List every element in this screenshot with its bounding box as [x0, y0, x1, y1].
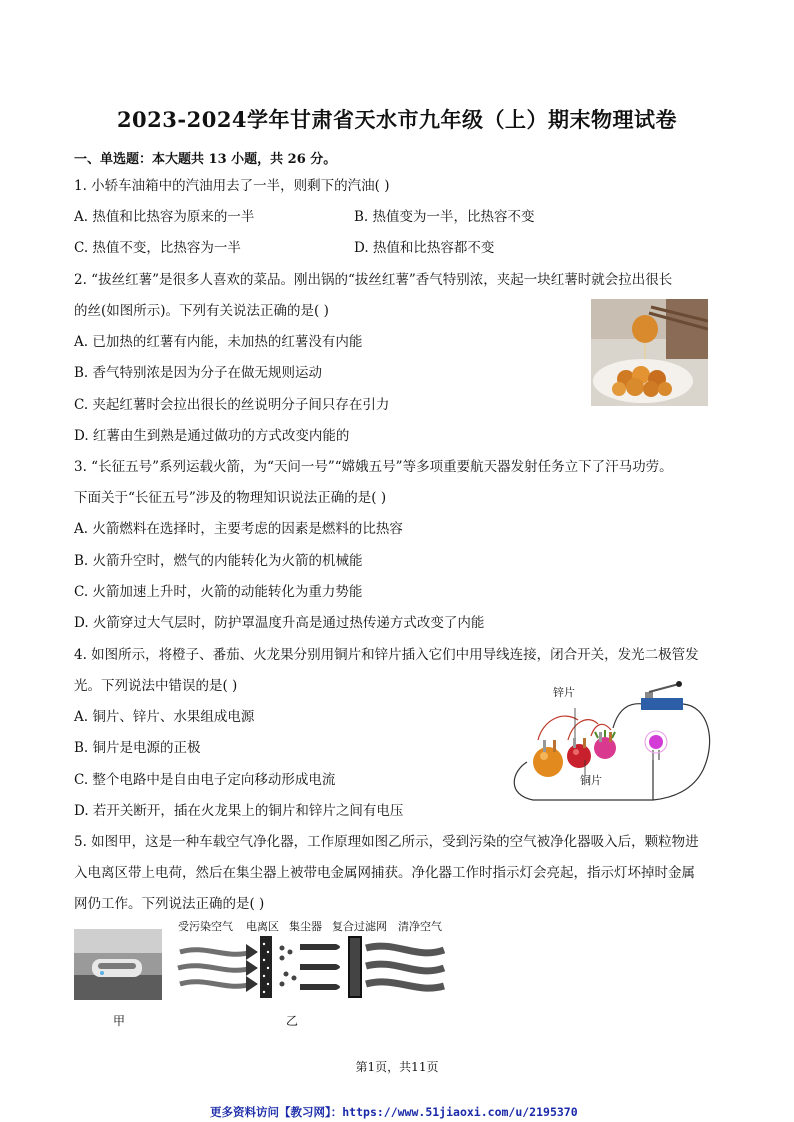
q1-stem: 1. 小轿车油箱中的汽油用去了一半，则剩下的汽油( )	[74, 178, 390, 194]
section-heading: 一、单选题：本大题共 13 小题，共 26 分。	[74, 152, 337, 167]
label-ionization-zone: 电离区	[246, 920, 279, 933]
q2-stem-line2: 的丝(如图所示)。下列有关说法正确的是( )	[74, 303, 329, 319]
q1-option-b: B. 热值变为一半，比热容不变	[354, 209, 535, 225]
q3-option-a: A. 火箭燃料在选择时，主要考虑的因素是燃料的比热容	[74, 521, 403, 537]
q1-option-d: D. 热值和比热容都不变	[354, 240, 495, 256]
label-clean-air: 清净空气	[398, 920, 442, 933]
q4-stem-line2: 光。下列说法中错误的是( )	[74, 678, 238, 694]
q4-option-d: D. 若开关断开，插在火龙果上的铜片和锌片之间有电压	[74, 803, 404, 819]
figure-caption-b: 乙	[286, 1014, 299, 1028]
q5-stem-line2: 入电离区带上电荷，然后在集尘器上被带电金属网捕获。净化器工作时指示灯会亮起，指示灯坏掉时金属	[74, 865, 695, 881]
zinc-plate-label: 锌片	[553, 686, 575, 699]
q2-option-c: C. 夹起红薯时会拉出很长的丝说明分子间只存在引力	[74, 397, 390, 413]
q2-option-a: A. 已加热的红薯有内能，未加热的红薯没有内能	[74, 334, 363, 350]
label-polluted-air: 受污染空气	[178, 920, 233, 933]
q3-option-c: C. 火箭加速上升时，火箭的动能转化为重力势能	[74, 584, 363, 600]
purifier-principle-diagram	[176, 930, 451, 1002]
q1-option-c: C. 热值不变，比热容为一半	[74, 240, 241, 256]
q3-stem-line2: 下面关于“长征五号”涉及的物理知识说法正确的是( )	[74, 490, 387, 506]
figure-caption-a: 甲	[113, 1014, 126, 1028]
car-air-purifier-photo	[74, 929, 162, 1000]
label-dust-collector: 集尘器	[289, 920, 322, 933]
q3-stem-line1: 3. “长征五号”系列运载火箭，为“天问一号”“嫦娥五号”等多项重要航天器发射任务立下了汗马功劳。	[74, 459, 673, 475]
q5-stem-line1: 5. 如图甲，这是一种车载空气净化器，工作原理如图乙所示，受到污染的空气被净化器吸入后，颗粒物进	[74, 834, 699, 850]
label-composite-filter: 复合过滤网	[332, 920, 387, 933]
copper-plate-label: 铜片	[580, 774, 602, 787]
q2-option-d: D. 红薯由生到熟是通过做功的方式改变内能的	[74, 428, 350, 444]
q4-stem-line1: 4. 如图所示，将橙子、番茄、火龙果分别用铜片和锌片插入它们中用导线连接，闭合开关，发光二极管发	[74, 647, 699, 663]
q4-option-a: A. 铜片、锌片、水果组成电源	[74, 709, 255, 725]
q2-stem-line1: 2. “拔丝红薯”是很多人喜欢的菜品。刚出锅的“拔丝红薯”香气特别浓，夹起一块红薯时就会拉出很长	[74, 272, 673, 288]
sweet-potato-photo	[591, 299, 708, 406]
q3-option-b: B. 火箭升空时，燃气的内能转化为火箭的机械能	[74, 553, 363, 569]
q2-option-b: B. 香气特别浓是因为分子在做无规则运动	[74, 365, 323, 381]
page-title: 2023-2024学年甘肃省天水市九年级（上）期末物理试卷	[116, 107, 678, 132]
q5-stem-line3: 网仍工作。下列说法正确的是( )	[74, 896, 265, 912]
fruit-battery-circuit-figure	[503, 680, 718, 805]
q4-option-b: B. 铜片是电源的正极	[74, 740, 201, 756]
page-footer: 第1页，共11页	[355, 1060, 439, 1074]
q1-option-a: A. 热值和比热容为原来的一半	[74, 209, 255, 225]
source-link-banner[interactable]: 更多资料访问【教习网】：https://www.51jiaoxi.com/u/2195370	[210, 1105, 578, 1119]
q4-option-c: C. 整个电路中是自由电子定向移动形成电流	[74, 772, 336, 788]
q3-option-d: D. 火箭穿过大气层时，防护罩温度升高是通过热传递方式改变了内能	[74, 615, 485, 631]
